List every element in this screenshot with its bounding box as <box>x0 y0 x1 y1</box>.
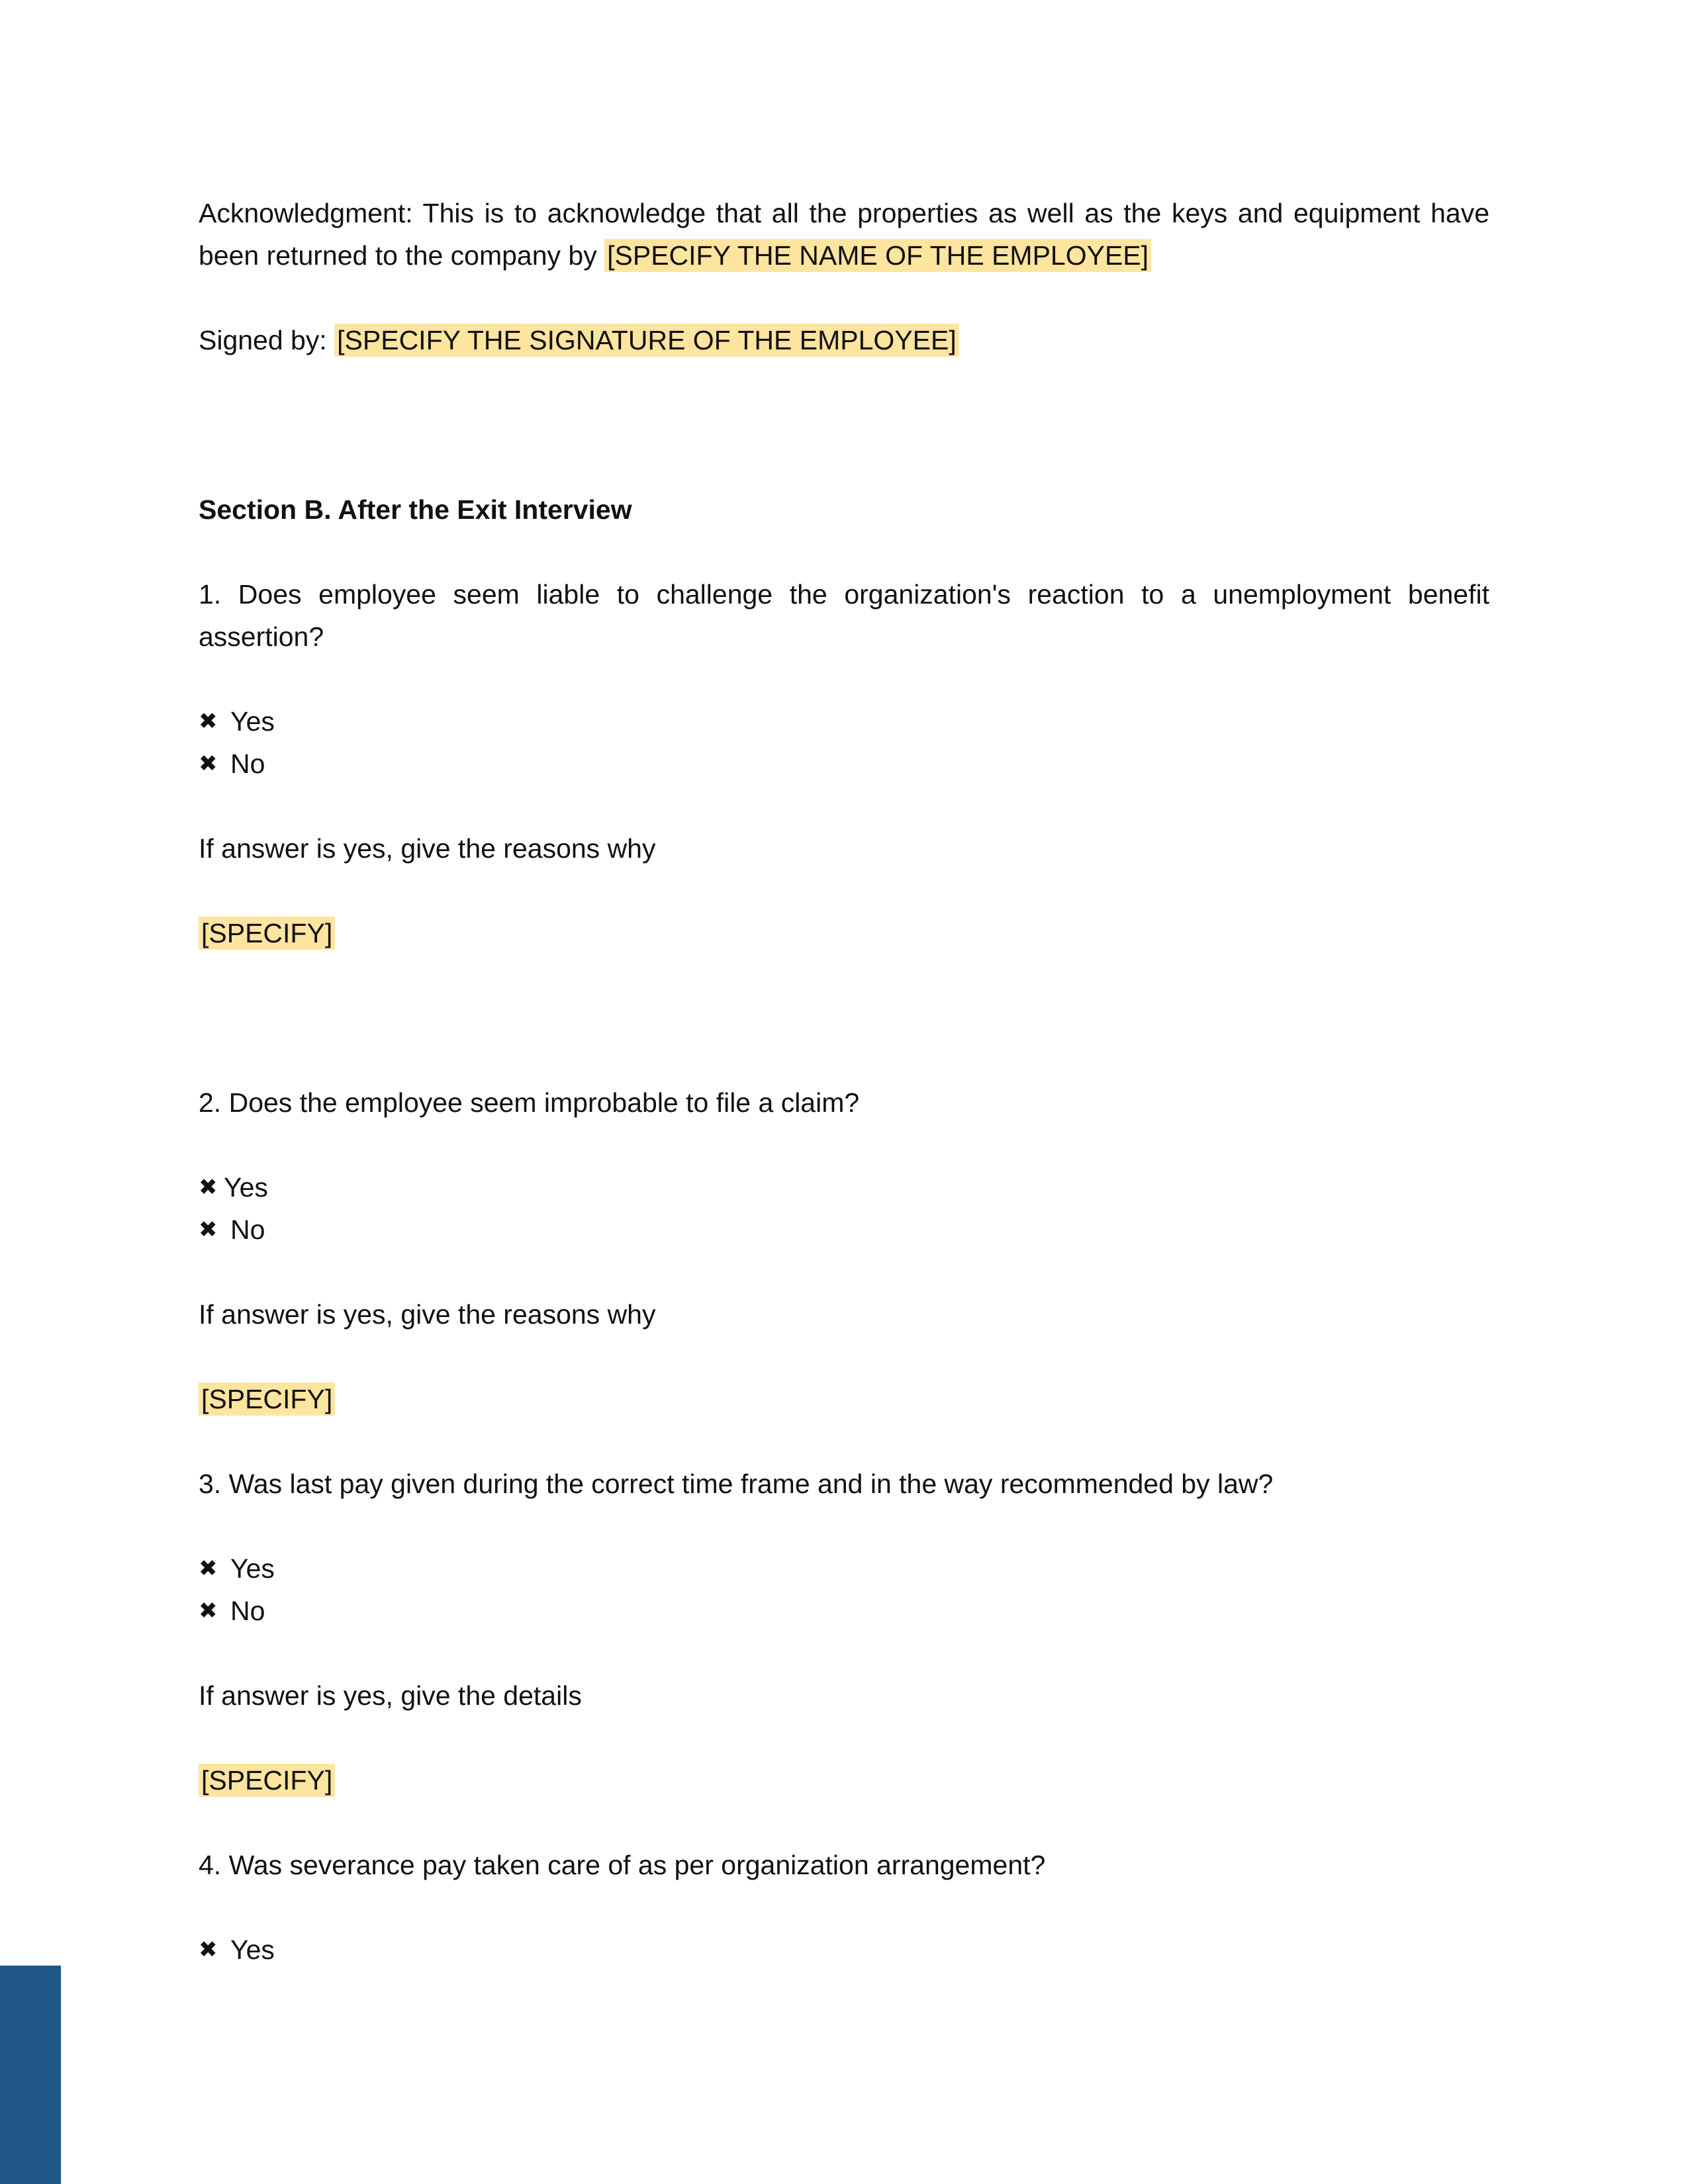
question-1: 1. Does employee seem liable to challenge the organization's reaction to a unemployment benefit assertion? <box>199 579 1489 652</box>
q1-option-no[interactable] <box>199 743 1489 785</box>
q3-option-no[interactable] <box>199 1590 1489 1632</box>
x-mark-icon: ✖ <box>199 709 218 734</box>
sidebar-accent-bar <box>0 1966 61 2184</box>
q3-option-yes[interactable] <box>199 1547 1489 1590</box>
q2-specify-placeholder[interactable]: [SPECIFY] <box>199 1383 335 1416</box>
option-label: No <box>230 1596 265 1626</box>
section-title: Section B. After the Exit Interview <box>199 494 632 525</box>
employee-signature-placeholder[interactable]: [SPECIFY THE SIGNATURE OF THE EMPLOYEE] <box>334 324 959 357</box>
question-4: 4. Was severance pay taken care of as per organization arrangement? <box>199 1850 1046 1880</box>
option-label: No <box>230 1214 265 1245</box>
acknowledgment-paragraph <box>199 192 1489 277</box>
employee-name-placeholder[interactable]: [SPECIFY THE NAME OF THE EMPLOYEE] <box>604 239 1151 272</box>
q4-option-yes[interactable] <box>199 1929 1489 1971</box>
x-mark-icon: ✖ <box>199 1175 218 1200</box>
question-3: 3. Was last pay given during the correct time frame and in the way recommended by law? <box>199 1469 1274 1499</box>
q2-option-yes[interactable] <box>199 1166 1489 1208</box>
x-mark-icon: ✖ <box>199 1556 218 1581</box>
q1-follow-up: If answer is yes, give the reasons why <box>199 833 656 864</box>
question-2: 2. Does the employee seem improbable to file a claim? <box>199 1087 860 1118</box>
option-label: No <box>230 749 265 779</box>
q2-follow-up: If answer is yes, give the reasons why <box>199 1299 656 1330</box>
document-page <box>199 192 1489 1971</box>
acknowledgment-text: Acknowledgment: This is to acknowledge that all the properties as well as the keys and equipment have been returned to the company by <box>199 198 1489 271</box>
q3-follow-up: If answer is yes, give the details <box>199 1680 582 1711</box>
x-mark-icon: ✖ <box>199 1937 218 1962</box>
q1-specify-placeholder[interactable]: [SPECIFY] <box>199 917 335 950</box>
signed-by-line <box>199 319 1489 361</box>
x-mark-icon: ✖ <box>199 751 218 776</box>
q1-option-yes[interactable] <box>199 700 1489 743</box>
x-mark-icon: ✖ <box>199 1598 218 1623</box>
option-label: Yes <box>230 1553 275 1584</box>
signed-by-label: Signed by: <box>199 325 335 355</box>
option-label: Yes <box>224 1172 268 1203</box>
q2-option-no[interactable] <box>199 1208 1489 1251</box>
option-label: Yes <box>230 706 275 737</box>
option-label: Yes <box>230 1934 275 1965</box>
q3-specify-placeholder[interactable]: [SPECIFY] <box>199 1764 335 1797</box>
x-mark-icon: ✖ <box>199 1217 218 1242</box>
